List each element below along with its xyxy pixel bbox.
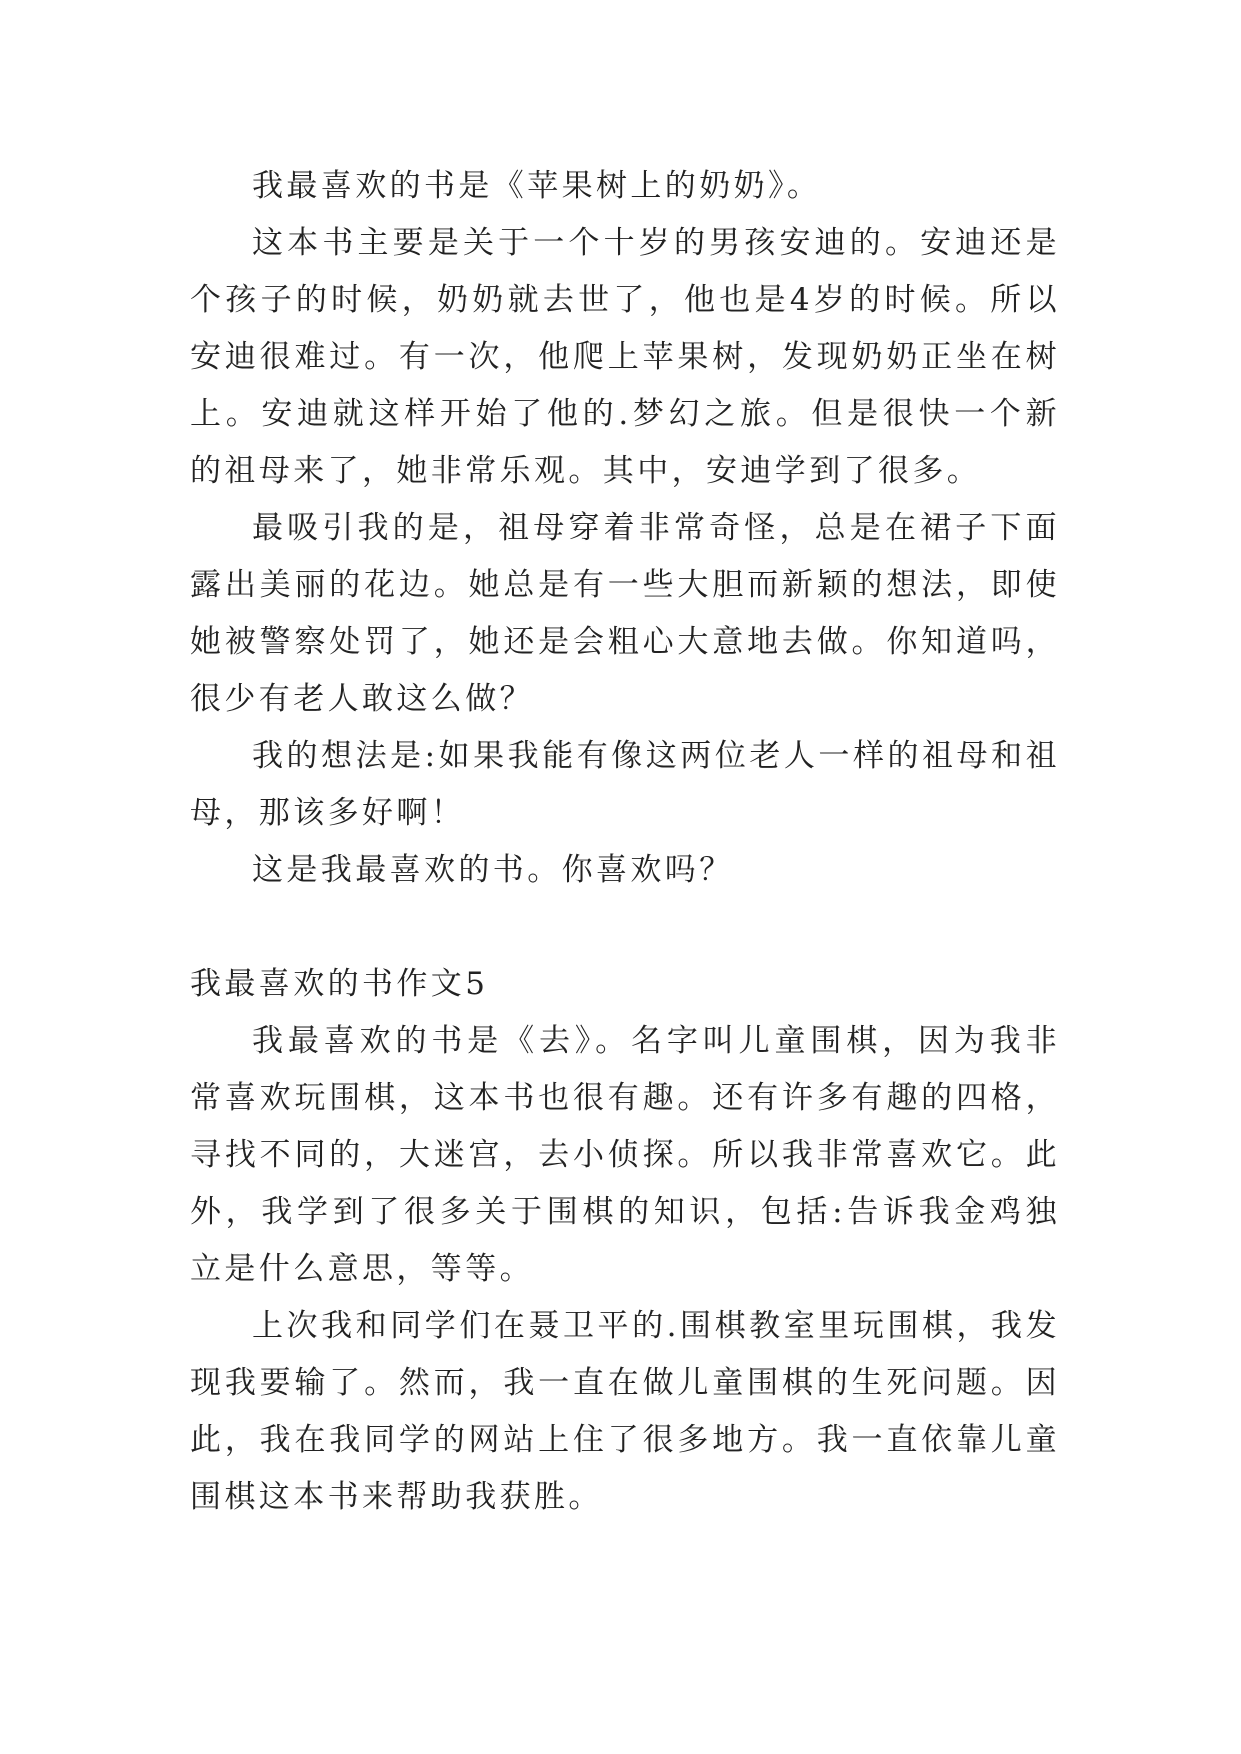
article1-paragraph-5: 这是我最喜欢的书。你喜欢吗？ <box>252 852 734 888</box>
article2-paragraph-2: 上次我和同学们在聂卫平的.围棋教室里玩围棋，我发现我要输了。然而，我一直在做儿童围棋的生死问题。因此，我在我同学的网站上住了很多地方。我一直依靠儿童围棋这本书来帮助我获胜。 <box>190 1308 1060 1515</box>
article1-paragraph-1: 我最喜欢的书是《苹果树上的奶奶》。 <box>252 168 822 204</box>
document-body <box>190 158 1060 1526</box>
article1-paragraph-4: 我的想法是:如果我能有像这两位老人一样的祖母和祖母，那该多好啊！ <box>190 738 1060 831</box>
article2-title: 我最喜欢的书作文5 <box>190 966 489 1002</box>
article1-paragraph-3: 最吸引我的是，祖母穿着非常奇怪，总是在裙子下面露出美丽的花边。她总是有一些大胆而新颖的想法，即使她被警察处罚了，她还是会粗心大意地去做。你知道吗，很少有老人敢这么做？ <box>190 510 1060 717</box>
article2-paragraph-1: 我最喜欢的书是《去》。名字叫儿童围棋，因为我非常喜欢玩围棋，这本书也很有趣。还有许多有趣的四格，寻找不同的，大迷宫，去小侦探。所以我非常喜欢它。此外，我学到了很多关于围棋的知识，包括:告诉我金鸡独立是什么意思，等等。 <box>190 1023 1060 1287</box>
article1-paragraph-2: 这本书主要是关于一个十岁的男孩安迪的。安迪还是个孩子的时候，奶奶就去世了，他也是4岁的时候。所以安迪很难过。有一次，他爬上苹果树，发现奶奶正坐在树上。安迪就这样开始了他的.梦幻之旅。但是很快一个新的祖母来了，她非常乐观。其中，安迪学到了很多。 <box>190 225 1060 489</box>
